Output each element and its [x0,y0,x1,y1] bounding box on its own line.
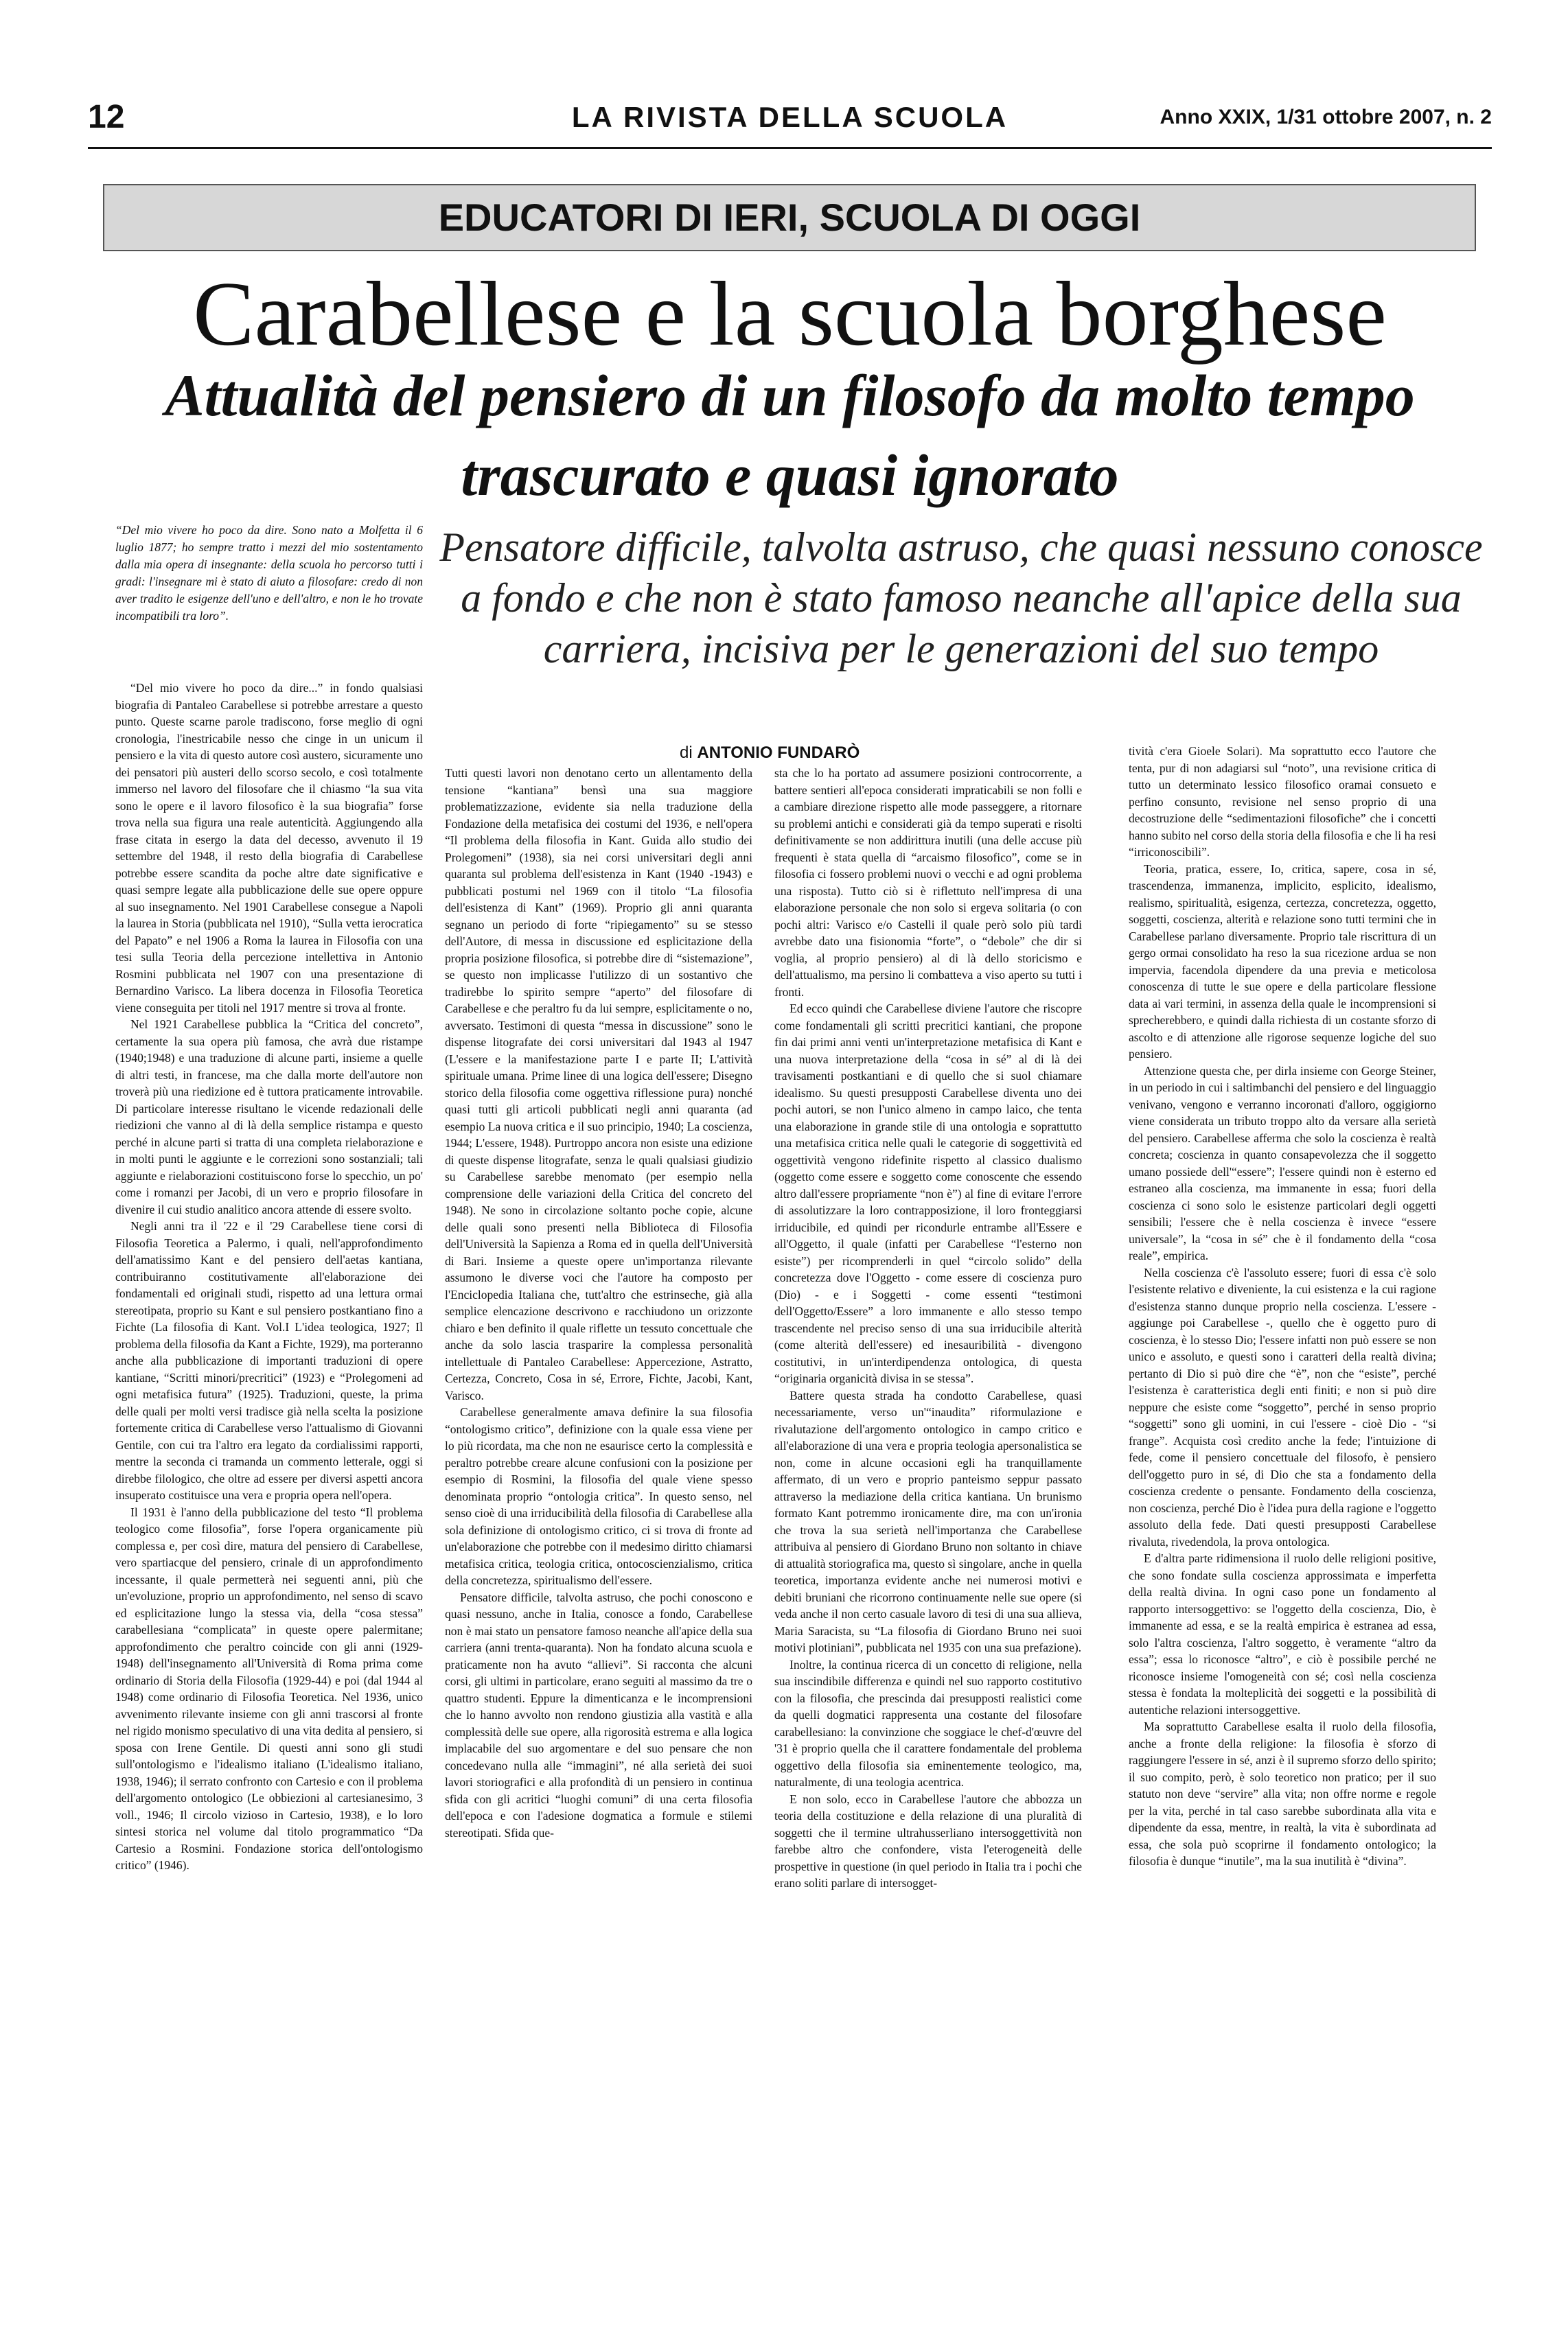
article-paragraph: Ma soprattutto Carabellese esalta il ruolo della filosofia, anche a fronte della religione: la filosofia è sforzo di raggiungere l'essere in sé, anzi è il supremo sforzo dello spirito; il suo compito, però, è solo teoretico non pratico; per il suo statuto non deve “servire” alla vita; non offre norme e regole per la vita, perché in tal caso sarebbe subordinata alla vita e dipendente da essa, mentre, in realtà, la vita è subordinata ad essa, che sola può scoprirne il fondamento ontologico; la filosofia è dunque “inutile”, ma la sua inutilità è “divina”. [1129,1720,1436,1868]
article-paragraph: Ed ecco quindi che Carabellese diviene l'autore che riscopre come fondamentali gli scritti precritici kantiani, che propone fin dai primi anni venti un'interpretazione metafisica di Kant e una nuova interpretazione della “cosa in sé” al di là dei travisamenti postkantiani e di quello che si suol chiamare idealismo. Su questi presupposti Carabellese diventa uno dei pochi autori, se non l'unico almeno in campo laico, che tenta una elaborazione in grande stile di una ontologia e soprattutto una metafisica critica nelle quali le categorie di soggettività ed oggettività vengono ridefinite rispetto al classico dualismo (oggetto come essere e soggetto come conoscente che essendo altro dall'essere propriamente “non è”) al fine di evitare l'errore di assolutizzare la loro contrapposizione, il loro fronteggiarsi irriducibile, ed quindi per ricondurle entrambe all'Essere e all'Oggetto, il quale (infatti per Carabellese “l'esterno non esiste”) per ricomprenderli in quel “circolo solido” della concretezza dove l'Oggetto - come essere di coscienza puro (Dio) - e i Soggetti - come essenti “testimoni dell'Oggetto/Essere” a loro immanente e allo stesso tempo trascendente nel preciso senso di una sua irriducibile alterità (come alterità dell'essere) ed inesauribilità - divengono costitutivi, in un'interdipendenza ontologica, di questa “originaria organicità divisa in se stessa”. [774,1002,1082,1385]
opening-quote: “Del mio vivere ho poco da dire. Sono nato a Molfetta il 6 luglio 1877; ho sempre tratto i mezzi del mio sostentamento dalla mia opera di insegnante: della scuola ho percorso tutti i gradi: l'insegnare mi è stato di aiuto a filosofare: credo di non aver tradito le esigenze dell'uno e dell'altro, e non le ho trovate incompatibili tra loro”. [115,523,423,623]
article-paragraph: tività c'era Gioele Solari). Ma soprattutto ecco l'autore che tenta, pur di non adagiarsi sul “noto”, una revisione critica di tutto un determinato lessico filosofico oramai consueto e perfino consunto, revisione nel senso proprio di una decostruzione delle “sedimentazioni filosofiche” che i concetti hanno subito nel corso della storia della filosofia e che li ha resi “irriconoscibili”. [1129,744,1436,859]
header-rule [88,147,1492,149]
text-column-1 [115,680,423,2286]
article-paragraph: Negli anni tra il '22 e il '29 Carabellese tiene corsi di Filosofia Teoretica a Palermo, i quali, nell'approfondimento dell'amatissimo Kant e del pensiero dell'aetas kantiana, contribuiranno costitutivamente all'elaborazione dei fondamentali ed originali studi, rispetto ad una lettura ormai stereotipata, proprio su Kant e sul pensiero postkantiano fino a Fichte (La filosofia di Kant. Vol.I L'idea teologica, 1927; Il problema della filosofia da Kant a Fichte, 1929), ma porteranno anche alla pubblicazione di importanti traduzioni di opere kantiane, “Scritti minori/precritici” (1923) e “Prolegomeni ad ogni metafisica futura” (1925). Traduzioni, queste, la prima delle quali per molti versi tradisce già nella scelta la posizione fortemente critica di Carabellese verso l'attualismo di Giovanni Gentile, con cui tra l'altro era legato da cordialissimi rapporti, mentre la seconda ci tramanda un commento letterale, oggi si direbbe filologico, che oltre ad essere per diversi aspetti ancora insuperato costituisce una vera e propria opera nell'opera. [115,1219,423,1502]
article-paragraph: sta che lo ha portato ad assumere posizioni controcorrente, a battere sentieri all'epoca considerati impraticabili se non folli e a cambiare direzione rispetto alle mode passeggere, a ritornare su problemi antichi e considerati già da tempo superati e risolti definitivamente se non addirittura inutili (una delle accuse più frequenti è stata quella di “arcaismo filosofico”, come se in filosofia ci fossero problemi nuovi o vecchi e ad ogni problema una risposta). Tutto ciò si è riflettuto nell'impresa di una elaborazione personale che non solo si ergeva solitaria (o con pochi altri: Varisco e/o Castelli il quale però solo più tardi avrebbe dato una fisionomia “forte”, o “debole” che dir si voglia, al proprio pensiero) al di là dello storicismo e dell'attualismo, ma persino li combatteva a viso aperto su tutti i fronti. [774,766,1082,999]
article-paragraph: Nel 1921 Carabellese pubblica la “Critica del concreto”, certamente la sua opera più famosa, che avrà due ristampe (1940;1948) e una traduzione di alcune parti, insieme a quelle di altri testi, in francese, ma che dalla morte dell'autore non troverà più una riedizione ed è tuttora praticamente introvabile. Di particolare interesse risultano le vicende redazionali delle riedizioni che vanno al di là della semplice ristampa e questo perché in alcune parti si tratta di una completa rielaborazione e in molti punti le aggiunte e le correzioni sono sostanziali; tali aggiunte e rielaborazioni costituiscono forse lo specchio, un po' come i romanzi per Jacobi, di un vero e proprio filosofare in divenire il cui studio analitico ancora attende di essere svolto. [115,1017,423,1216]
article-paragraph: Tutti questi lavori non denotano certo un allentamento della tensione “kantiana” bensì una sua maggiore problematizzazione, evidente sia nella traduzione della Fondazione della metafisica dei costumi del 1936, e nell'opera “Il problema della filosofia in Kant. Guida allo studio dei Prolegomeni” (1938), sia nei corsi universitari degli anni quaranta sul problema dell'esistenza in Kant (1940 -1943) e pubblicati postumi nel 1969 con il titolo “La filosofia dell'esistenza di Kant” (1969). Proprio gli anni quaranta segnano un periodo di forte “ripiegamento” su se stesso dell'Autore, di messa in discussione ed esplicitazione della propria posizione filosofica, si potrebbe dire di “sistemazione”, se questo non implicasse l'utilizzo di un sostantivo che tradirebbe lo spirito sempre “aperto” del filosofare di Carabellese e che peraltro fu da lui sempre, esplicitamente o no, avversato. Testimoni di questa “messa in discussione” sono le dispense litografate dei corsi universitari dal 1943 al 1947 (L'essere e la manifestazione parte I e parte II; L'attività spirituale umana. Prime linee di una logica dell'essere; Disegno storico della filosofia come oggettiva riflessione pura) nonché quasi tutti gli articoli pubblicati negli anni quaranta (ad esempio La nuova critica e il suo principio, 1940; La coscienza, 1944; L'essere, 1948). Purtroppo ancora non esiste una edizione di queste dispense litografate, senza le quali qualsiasi giudizio su Carabellese sarebbe menomato (per esempio nella comprensione delle variazioni della Critica del concreto del 1948). Ne sono in circolazione soltanto poche copie, alcune delle quali sono presenti nella Biblioteca di Filosofia dell'Università la Sapienza a Roma ed in quella dell'Università di Bari. Insieme a queste opere un'importanza rilevante assumono le diverse voci che l'autore ha composto per l'Enciclopedia Italiana che, tutt'altro che estrinseche, già alla semplice elencazione descrivono e racchiudono un orizzonte chiaro e ben definito il quale riflette un tessuto concettuale che anche da solo lascia trasparire la complessa personalità intellettuale di Pantaleo Carabellese: Appercezione, Astratto, Certezza, Concreto, Cosa in sé, Errore, Fichte, Jacobi, Kant, Varisco. [445,766,752,1402]
article-paragraph: E d'altra parte ridimensiona il ruolo delle religioni positive, che sono fondate sulla coscienza approssimata e imperfetta della realtà divina. In ogni caso pone un fondamento al rapporto intersoggettivo: se l'oggetto della coscienza, Dio, è immanente ad essa, e se la realtà empirica è estranea ad essa, solo l'altra coscienza, l'altro soggetto, è veramente “altro da essa”; essa lo riconosce “altro”, e ciò è possibile perché ne riconosce insieme l'omogeneità con sé; così nella coscienza stessa è fondata la molteplicità dei soggetti e la possibilità di autentiche relazioni intersoggettive. [1129,1551,1436,1717]
article-paragraph: Pensatore difficile, talvolta astruso, che pochi conoscono e quasi nessuno, anche in Italia, conosce a fondo, Carabellese non è mai stato un pensatore famoso neanche all'apice della sua carriera (anni trenta-quaranta). Non ha fondato alcuna scuola e praticamente non ha avuto “allievi”. Si racconta che alcuni corsi, gli ultimi in particolare, erano seguiti al massimo da tre o quattro studenti. Eppure la dimenticanza e le incomprensioni che lo hanno avvolto non rendono giustizia alla vastità e alla complessità delle sue opere, alla rigorosità estrema e alla logica implacabile del suo argomentare e del suo pensare che non concedevano nulla alle “immagini”, né alla serietà dei suoi lavori storiografici e alla profondità di un pensiero in continua sfida con gli acritici “luoghi comuni” di una certa filosofia dell'epoca e con l'adesione dogmatica a formule e stilemi stereotipati. Sfida que- [445,1590,752,1840]
page-header [88,96,1492,139]
issue-info: Anno XXIX, 1/31 ottobre 2007, n. 2 [1160,106,1492,128]
article-paragraph: E non solo, ecco in Carabellese l'autore che abbozza un teoria della costituzione e della relazione di una pluralità di soggetti che il termine ultrahusserliano intersoggettività non farebbe altro che confondere, vista l'eterogeneità delle prospettive in questione (in quel periodo in Italia tra i pochi che erano soliti parlare di intersogget- [774,1792,1082,1890]
text-column-2 [445,765,752,2286]
article-paragraph: Carabellese generalmente amava definire la sua filosofia “ontologismo critico”, definizione con la quale essa viene per lo più ricordata, ma che non ne esaurisce certo la complessità e peraltro potrebbe creare alcune confusioni con la posizione per esempio di Rosmini, la filosofia del quale viene spesso denominata proprio “ontologia critica”. In questo senso, nel senso cioè di una irriducibilità della filosofia di Carabellese alla sola definizione di ontologismo critico, ci si trova di fronte ad un'elaborazione che potrebbe con il medesimo diritto chiamarsi metafisica critica, teologia critica, ontocoscienzialismo, critica della concretezza, spiritualismo dell'essere. [445,1405,752,1587]
article-paragraph: Battere questa strada ha condotto Carabellese, quasi necessariamente, verso un'“inaudita” riformulazione e rivalutazione dell'argomento ontologico in campo critico e all'elaborazione di una vera e propria teologia apersonalistica se non, come in alcune occasioni egli ha tranquillamente affermato, di un vero e proprio panteismo seppur passato attraverso la mediazione della critica kantiana. Un brunismo formato Kant potremmo ironicamente dire, ma con un'ironia che trova la sua serietà nell'importanza che Carabellese attribuiva al pensiero di Giordano Bruno non soltanto in chiave di attualità storiografica ma, questo sì singolare, anche in quella teoretica, importanza evidente anche nei numerosi motivi e debiti bruniani che ricorrono continuamente nelle sue opere (si veda anche il non certo casuale lavoro di tesi di una sua allieva, Maria Saracista, su “La filosofia di Giordano Bruno nei suoi motivi plotiniani”, pubblicata nel 1935 con una sua prefazione). [774,1388,1082,1654]
section-banner: EDUCATORI DI IERI, SCUOLA DI OGGI [103,184,1476,251]
text-column-4 [1129,743,1436,2286]
byline-prefix: di [680,743,693,762]
author-name: ANTONIO FUNDARÒ [697,743,860,762]
article-paragraph: Teoria, pratica, essere, Io, critica, sapere, cosa in sé, trascendenza, immanenza, implicito, esplicito, idealismo, realismo, spiritualità, esigenza, certezza, concretezza, oggetto, soggetti, coscienza, alterità e relazione sono tutti termini che in Carabellese parlano diversamente. Proprio tale riscrittura di un gergo ormai consolidato ha reso la sua ricezione ardua se non impervia, facendola dipendere da una previa e meticolosa conoscenza di tutte le sue opere e della particolare flessione data ai vari termini, in assenza della quale le incomprensioni si sprecherebbero, e quindi dalla richiesta di un costante sforzo di ascolto e di attenzione alle rigorose sequenze logiche del suo pensiero. [1129,861,1436,1061]
article-paragraph: Il 1931 è l'anno della pubblicazione del testo “Il problema teologico come filosofia”, forse l'opera organicamente più complessa e, per così dire, matura del pensiero di Carabellese, vero spartiacque del pensiero, crinale di un approfondimento incessante, il quale permetterà nei seguenti anni, più che un'evoluzione, proprio un approfondimento, nel senso di scavo ed esplicitazione lungo la stessa via, della “cosa stessa” carabellesiana “complicata” in queste opere palermitane; approfondimento che peraltro coincide con gli anni (1929-1948) dell'insegnamento all'Università di Roma prima come ordinario di Storia della Filosofia (1929-44) e poi (dal 1944 al 1948) come ordinario di Filosofia Teoretica. Nel 1936, unico avvenimento rilevante insieme con gli anni trascorsi al fronte nel rigido monismo speculativo di una vita dedita al pensiero, si sposa con Irene Gentile. Di questi anni sono gli studi sull'ontologismo e l'idealismo italiano (L'idealismo italiano, 1938, 1946); il serrato confronto con Cartesio e con il problema dell'argomento ontologico (Le obbiezioni al cartesianesimo, 3 voll., 1946; Il circolo vizioso in Cartesio, 1938), e lo loro sintesi storica nel volume dal titolo programmatico “Da Cartesio a Rosmini. Fondazione storica dell'ontologismo critico” (1946). [115,1505,423,1872]
journal-title: LA RIVISTA DELLA SCUOLA [571,101,1008,133]
article-paragraph: Nella coscienza c'è l'assoluto essere; fuori di essa c'è solo l'esistente relativo e diveniente, la cui esistenza e la cui ragione d'esistenza stanno dunque proprio nella coscienza. L'essere - aggiunge poi Carabellese -, quello che è oggetto puro di coscienza, è lo stesso Dio; l'essere infatti non può essere se non unico e assoluto, e questi sono i caratteri della realtà divina; pertanto di Dio si può dire che “è”, non che “esiste”, perché l'esistenza è caratteristica degli enti finiti; e non si può dire neppure che esiste come “soggetto”, perché in senso proprio “soggetti” sono gli uomini, in cui l'essere - cioè Dio - “si frange”. Acquista così credito anche la fede; l'intuizione di fede, come il pensiero concettuale del filosofo, è pensiero dell'oggetto puro in sé, di Dio che sta a fondamento della coscienza credente o pensante. Fondamento della coscienza, non coscienza, perché Dio è l'idea pura della ragione e l'oggetto assoluto della fede. Dati questi presupposti Carabellese rivaluta, rivedendola, la prova ontologica. [1129,1265,1436,1549]
page-number: 12 [88,99,125,135]
article-paragraph: “Del mio vivere ho poco da dire...” in fondo qualsiasi biografia di Pantaleo Carabellese si potrebbe arrestare a questo punto. Queste scarne parole tradiscono, forse meglio di ogni cronologia, l'inestricabile nesso che cinge in un unicum il pensiero e la vita di questo autore così austero, sicuramente uno dei pensatori più austeri dello scorso secolo, e così totalmente immerso nel lavoro del filosofare che il chiasmo “la sua vita sono le opere e il lavoro filosofico è la sua biografia” forse trova nella sua figura una reale autenticità. Aggiungendo alla frase citata in esergo la data del decesso, avvenuto il 19 settembre del 1948, il resto della biografia di Carabellese potrebbe essere scandita da poche altre date significative e quasi sempre legate alla pubblicazione delle sue opere oppure al suo insegnamento. Nel 1901 Carabellese consegue a Napoli la laurea in Storia (pubblicata nel 1910), “Sulla vetta ierocratica del Papato” e nel 1906 a Roma la laurea in Filosofia con una tesi sulla Teoria della percezione intellettiva in Antonio Rosmini pubblicata nel 1907 con una presentazione di Bernardino Varisco. La libera docenza in Filosofia Teoretica viene conseguita per titoli nel 1917 mentre si trova al fronte. [115,681,423,1015]
text-column-3 [774,765,1082,2286]
pull-quote: Pensatore difficile, talvolta astruso, che quasi nessuno conosce a fondo e che non è stato famoso neanche all'apice della sua carriera, incisiva per le generazioni del suo tempo [439,524,1483,671]
article-subtitle: Attualità del pensiero di un filosofo da molto tempo trascurato e quasi ignorato [165,362,1415,508]
article-paragraph: Attenzione questa che, per dirla insieme con George Steiner, in un periodo in cui i saltimbanchi del pensiero e del linguaggio venivano, vengono e verranno incoronati d'alloro, oggigiorno viene considerata un tributo troppo alto da versare alla serietà del pensiero. Carabellese afferma che solo la coscienza è realtà concreta; coscienza in quanto consapevolezza che il soggetto umano possiede dell'“essere”; l'essere quindi non è esterno ed estraneo alla coscienza, ma immanente in essa; fuori della coscienza ci sono solo le esistenze particolari degli oggetti sensibili; l'essere che è nella coscienza è invece “essere universale”, la “cosa in sé” che è il fondamento della “cosa reale”, empirica. [1129,1063,1436,1262]
article-paragraph: Inoltre, la continua ricerca di un concetto di religione, nella sua inscindibile differenza e quindi nel suo rapporto costitutivo con la filosofia, che prescinda dai presupposti realistici come da quelli dogmatici rappresenta una costante del filosofare carabellesiano: la convinzione che soggiace le chef-d'œuvre del '31 è proprio quella che il carattere fondamentale del problema oggettivo della filosofia sia eminentemente teologico, ma, naturalmente, di una teologia acentrica. [774,1657,1082,1789]
byline [680,743,1119,763]
article-title: Carabellese e la scuola borghese [193,263,1387,365]
